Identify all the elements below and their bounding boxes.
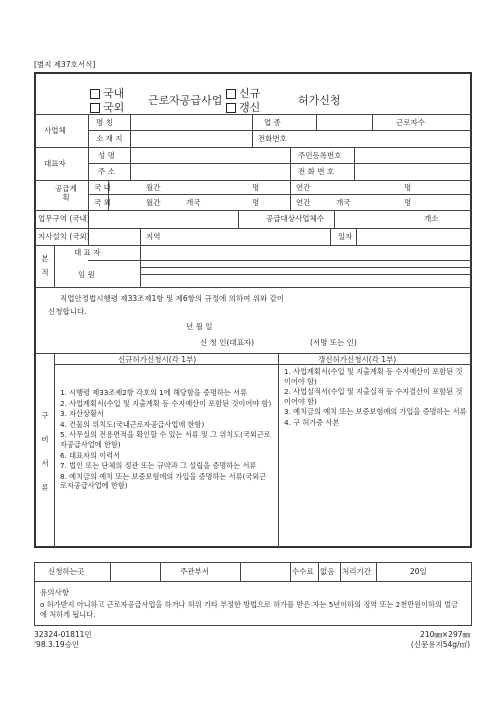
docs-new-list xyxy=(60,388,272,492)
option-foreign[interactable]: 국외 xyxy=(90,99,124,115)
hq-exec-label: 임 원 xyxy=(78,270,95,279)
checkbox-icon[interactable] xyxy=(226,103,236,113)
supply-foreign-yearly-countries: 개국 xyxy=(336,198,351,207)
supply-domestic-yearly: 연간 xyxy=(296,183,311,192)
option-renew[interactable]: 갱신 xyxy=(226,99,260,115)
hq-section-label: 본적 xyxy=(41,254,49,277)
docs-section-label: 구비서류 xyxy=(41,411,49,492)
supply-domestic-monthly: 월간 xyxy=(146,183,161,192)
new-item: 3. 자산상황서 xyxy=(60,409,104,419)
declaration-date: 년 월 일 xyxy=(186,322,213,331)
declaration-line2: 신청합니다. xyxy=(48,307,87,316)
supply-foreign-monthly: 월간 xyxy=(146,198,161,207)
renew-item: 3. 예치금의 예치 또는 보증보험에의 가입을 증명하는 서류 xyxy=(284,407,467,417)
rep-section-label: 대표자 xyxy=(44,159,66,168)
supply-section-label: 공급계획 xyxy=(55,184,77,202)
form-label: [별지 제37호서식] xyxy=(34,60,96,69)
checkbox-icon[interactable] xyxy=(90,89,100,99)
supply-foreign-label: 국 외 xyxy=(94,198,111,207)
hq-rep-label: 대 표 자 xyxy=(74,248,101,257)
footer-fee-value: 없음 xyxy=(320,567,335,576)
company-phone-label: 전화번호 xyxy=(258,134,287,143)
renew-item: 1. 사업계획서(수입 및 지출계획 등 수지예산이 포함된 것이어야 함) xyxy=(284,367,463,386)
footer-dept: 주관부서 xyxy=(180,567,209,576)
footer-submit-to: 신청하는곳 xyxy=(48,567,85,576)
new-item: 5. 사무실의 전용면적을 확인할 수 있는 서류 및 그 위치도(국외근로자공급사업에 한함) xyxy=(60,430,271,449)
area-scope-label: 업무구역 (국내) xyxy=(38,214,90,223)
company-name-label: 명 칭 xyxy=(96,118,113,127)
company-section-label: 사업체 xyxy=(44,126,66,135)
new-item: 8. 예치금의 예치 또는 보증보험에의 가입을 증명하는 서류(국외근로자공급사업에 한함) xyxy=(60,471,267,491)
new-item: 2. 사업계획서(수입 및 지출계획 등 수지예산이 포함된 것이어야 함) xyxy=(60,398,272,408)
new-item: 1. 시행령 제33조제2항 각호의 1에 해당함을 증명하는 서류 xyxy=(60,388,247,397)
paper-size: 210㎜×297㎜ xyxy=(420,630,470,639)
rep-phone-label: 전 화 번 호 xyxy=(298,167,335,176)
area-unit-label: 개소 xyxy=(424,214,439,223)
docs-renew-list xyxy=(284,367,468,429)
checkbox-icon[interactable] xyxy=(226,89,236,99)
rep-address-label: 주 소 xyxy=(98,167,115,176)
declaration-applicant: 신 청 인(대표자) xyxy=(200,338,255,347)
supply-foreign-persons: 명 xyxy=(252,198,260,207)
supply-domestic-yearly-persons: 명 xyxy=(404,183,412,192)
business-title: 근로자공급사업 xyxy=(148,94,223,107)
renew-item: 4. 구 허가증 사본 xyxy=(284,417,340,427)
new-item: 6. 대표자의 이력서 xyxy=(60,450,121,460)
docs-new-title: 신규허가신청시(각 1부) xyxy=(118,355,197,364)
title-suffix: 허가신청 xyxy=(298,94,341,107)
company-workers-label: 근로자수 xyxy=(396,118,425,127)
renew-item: 2. 사업실적서(수입 및 지출실적 등 수지결산이 포함된 것이어야 함) xyxy=(284,387,463,406)
supply-domestic-persons: 명 xyxy=(252,183,260,192)
supply-domestic-label: 국 내 xyxy=(94,183,111,192)
notice-text: o 허가받지 아니하고 근로자공급사업을 하거나 허위 기타 부정한 방법으로 허가를 받은 자는 5년이하의 징역 또는 2천만원이하의 벌금에 처하게 됩니다. xyxy=(40,600,459,619)
footer-fee: 수수료 xyxy=(292,567,314,576)
notice-title: 유의사항 xyxy=(40,588,69,597)
company-type-label: 업 종 xyxy=(264,118,281,127)
checkbox-icon[interactable] xyxy=(90,103,100,113)
rep-name-label: 성 명 xyxy=(98,151,115,160)
branch-date-label: 일자 xyxy=(338,232,353,241)
company-address-label: 소 재 지 xyxy=(96,134,123,143)
form-code: 32324-01811민 xyxy=(34,630,92,639)
option-domestic[interactable]: 국내 xyxy=(90,85,124,101)
supply-foreign-yearly-persons: 명 xyxy=(404,198,412,207)
title-block xyxy=(34,72,472,114)
paper-type: (신문용지54g/㎡) xyxy=(410,640,470,649)
branch-region-label: 지역 xyxy=(146,232,161,241)
docs-renew-title: 갱신허가신청시(각 1부) xyxy=(318,355,397,364)
footer-period: 처리기간 xyxy=(342,567,371,576)
option-new[interactable]: 신규 xyxy=(226,85,260,101)
rep-rrn-label: 주민등록번호 xyxy=(298,151,342,160)
new-item: 7. 법인 또는 단체의 정관 또는 규약과 그 설립을 증명하는 서류 xyxy=(60,461,257,471)
declaration-sign: (서명 또는 인) xyxy=(310,338,357,347)
supply-foreign-yearly: 연간 xyxy=(296,198,311,207)
new-item: 4. 건물의 위치도(국내근로자공급사업에 한함) xyxy=(60,419,205,429)
approval-date: '98.3.19승인 xyxy=(34,640,80,649)
supply-foreign-countries: 개국 xyxy=(186,198,201,207)
area-targets-label: 공급대상사업체수 xyxy=(266,214,324,223)
footer-period-value: 20일 xyxy=(410,567,427,576)
branch-label: 지사설치 (국외) xyxy=(38,232,90,241)
declaration-line1: 직업안정법시행령 제33조제1항 및 제6항의 규정에 의하여 위와 같이 xyxy=(60,294,285,303)
